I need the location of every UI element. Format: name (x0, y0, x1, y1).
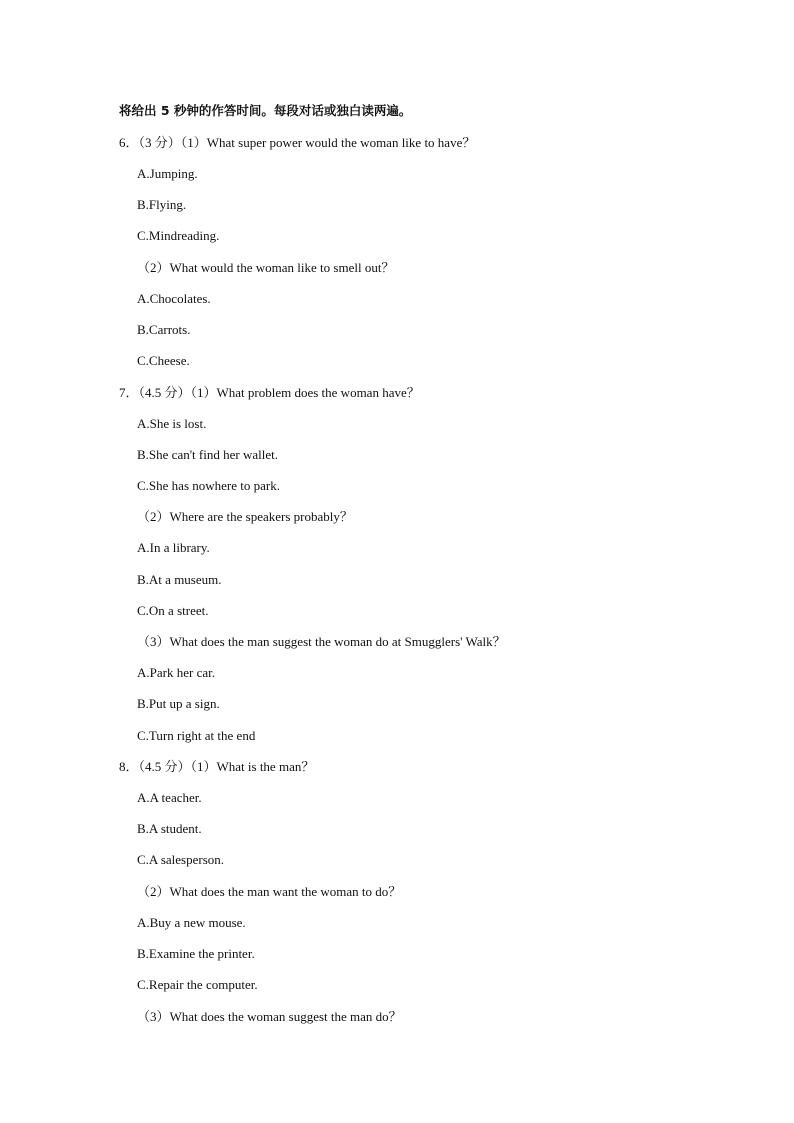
question-6-2-text: （2）What would the woman like to smell out？ (137, 260, 395, 275)
q7-1-option-c: C.She has nowhere to park. (137, 478, 280, 493)
q8-1-option-a: A.A teacher. (137, 790, 202, 805)
question-8-heading: 8．（4.5 分）（1）What is the man？ (119, 759, 315, 774)
q7-1-option-b: B.She can't find her wallet. (137, 447, 278, 462)
q8-1-option-c: C.A salesperson. (137, 852, 225, 867)
q8-2-option-a: A.Buy a new mouse. (137, 915, 246, 930)
question-8-2-text: （2）What does the man want the woman to do？ (137, 884, 402, 899)
q6-2-option-c: C.Cheese. (137, 353, 190, 368)
q7-2-option-b: B.At a museum. (137, 572, 222, 587)
q6-1-option-a: A.Jumping. (137, 166, 198, 181)
q7-3-option-c: C.Turn right at the end (137, 728, 256, 743)
q7-1-option-a: A.She is lost. (137, 416, 207, 431)
q6-1-option-c: C.Mindreading. (137, 228, 220, 243)
question-7-2-text: （2）Where are the speakers probably？ (137, 509, 353, 524)
question-6-heading: 6．（3 分）（1）What super power would the woman like to have？ (119, 135, 476, 150)
question-7-heading: 7．（4.5 分）（1）What problem does the woman have？ (119, 385, 420, 400)
q6-1-option-b: B.Flying. (137, 197, 187, 212)
q7-3-option-a: A.Park her car. (137, 665, 215, 680)
q7-3-option-b: B.Put up a sign. (137, 696, 220, 711)
q6-2-option-a: A.Chocolates. (137, 291, 211, 306)
question-7-3-text: （3）What does the man suggest the woman do at Smugglers' Walk？ (137, 634, 506, 649)
q7-2-option-c: C.On a street. (137, 603, 209, 618)
instructions-text: 将给出 5 秒钟的作答时间。每段对话或独白读两遍。 (119, 103, 412, 118)
q6-2-option-b: B.Carrots. (137, 322, 191, 337)
question-8-3-text: （3）What does the woman suggest the man do？ (137, 1009, 402, 1024)
q8-2-option-b: B.Examine the printer. (137, 946, 255, 961)
q8-2-option-c: C.Repair the computer. (137, 977, 258, 992)
q7-2-option-a: A.In a library. (137, 540, 210, 555)
q8-1-option-b: B.A student. (137, 821, 202, 836)
